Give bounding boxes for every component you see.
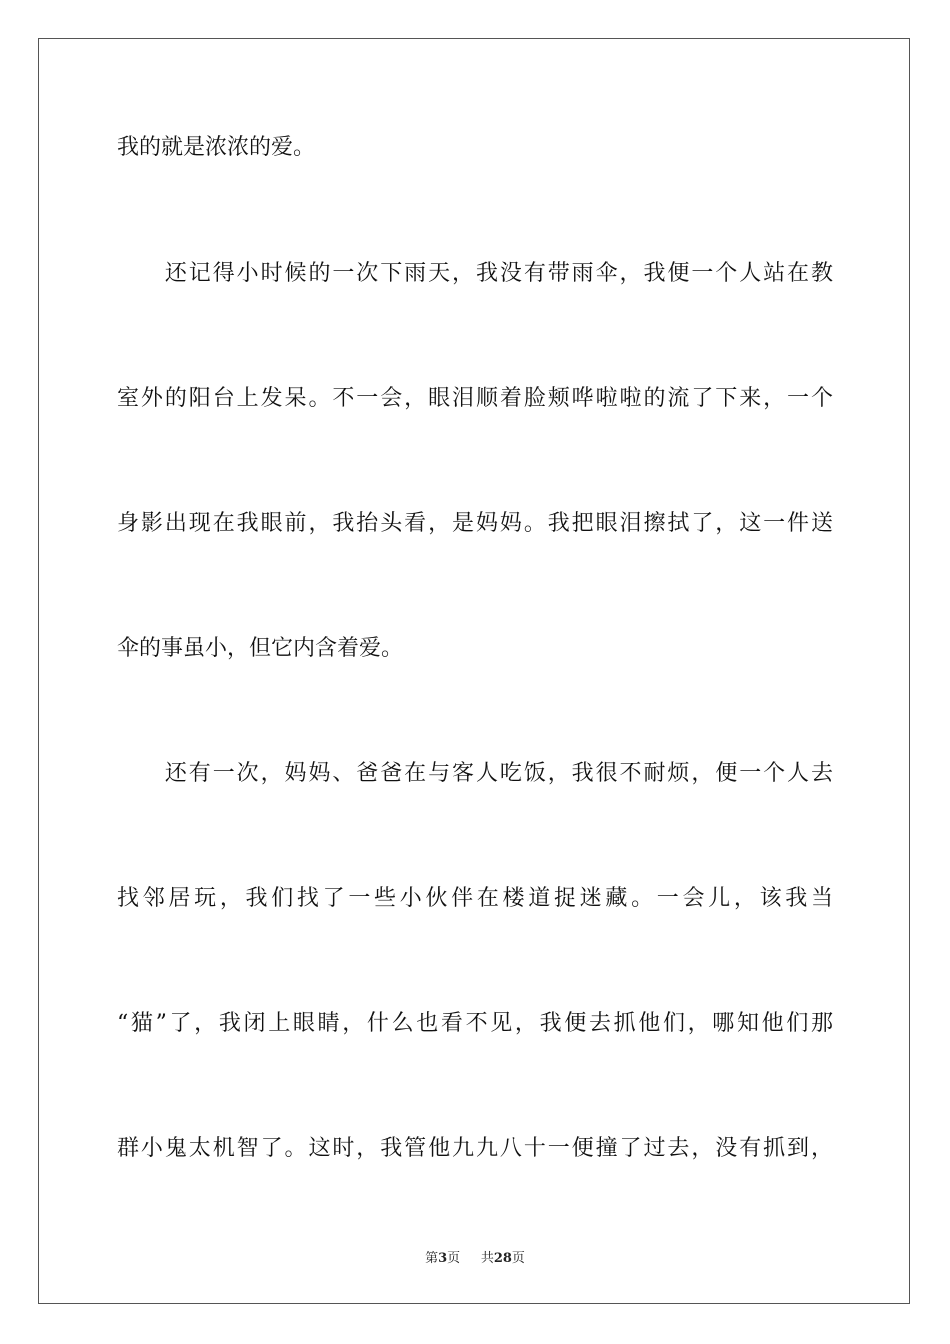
page-suffix: 页 [447,1251,461,1266]
paragraph-line-7: 找邻居玩，我们找了一些小伙伴在楼道捉迷藏。一会儿，该我当 [117,886,833,911]
paragraph-line-1: 我的就是浓浓的爱。 [117,135,316,160]
current-page-number: 3 [438,1251,448,1266]
page-border [38,38,910,1304]
paragraph-line-5: 伞的事虽小，但它内含着爱。 [117,636,404,661]
paragraph-line-4: 身影出现在我眼前，我抬头看，是妈妈。我把眼泪擦拭了，这一件送 [117,511,833,536]
total-prefix: 共 [480,1251,494,1266]
total-suffix: 页 [511,1251,525,1266]
total-pages-number: 28 [493,1251,512,1266]
paragraph-line-2: 还记得小时候的一次下雨天，我没有带雨伞，我便一个人站在教 [117,261,833,286]
page-footer [0,1247,950,1266]
paragraph-line-3: 室外的阳台上发呆。不一会，眼泪顺着脸颊哗啦啦的流了下来，一个 [117,386,833,411]
paragraph-line-8: “猫”了，我闭上眼睛，什么也看不见，我便去抓他们，哪知他们那 [117,1011,833,1036]
paragraph-line-6: 还有一次，妈妈、爸爸在与客人吃饭，我很不耐烦，便一个人去 [117,761,833,786]
paragraph-line-9: 群小鬼太机智了。这时，我管他九九八十一便撞了过去，没有抓到， [117,1136,833,1161]
page-prefix: 第 [425,1251,439,1266]
